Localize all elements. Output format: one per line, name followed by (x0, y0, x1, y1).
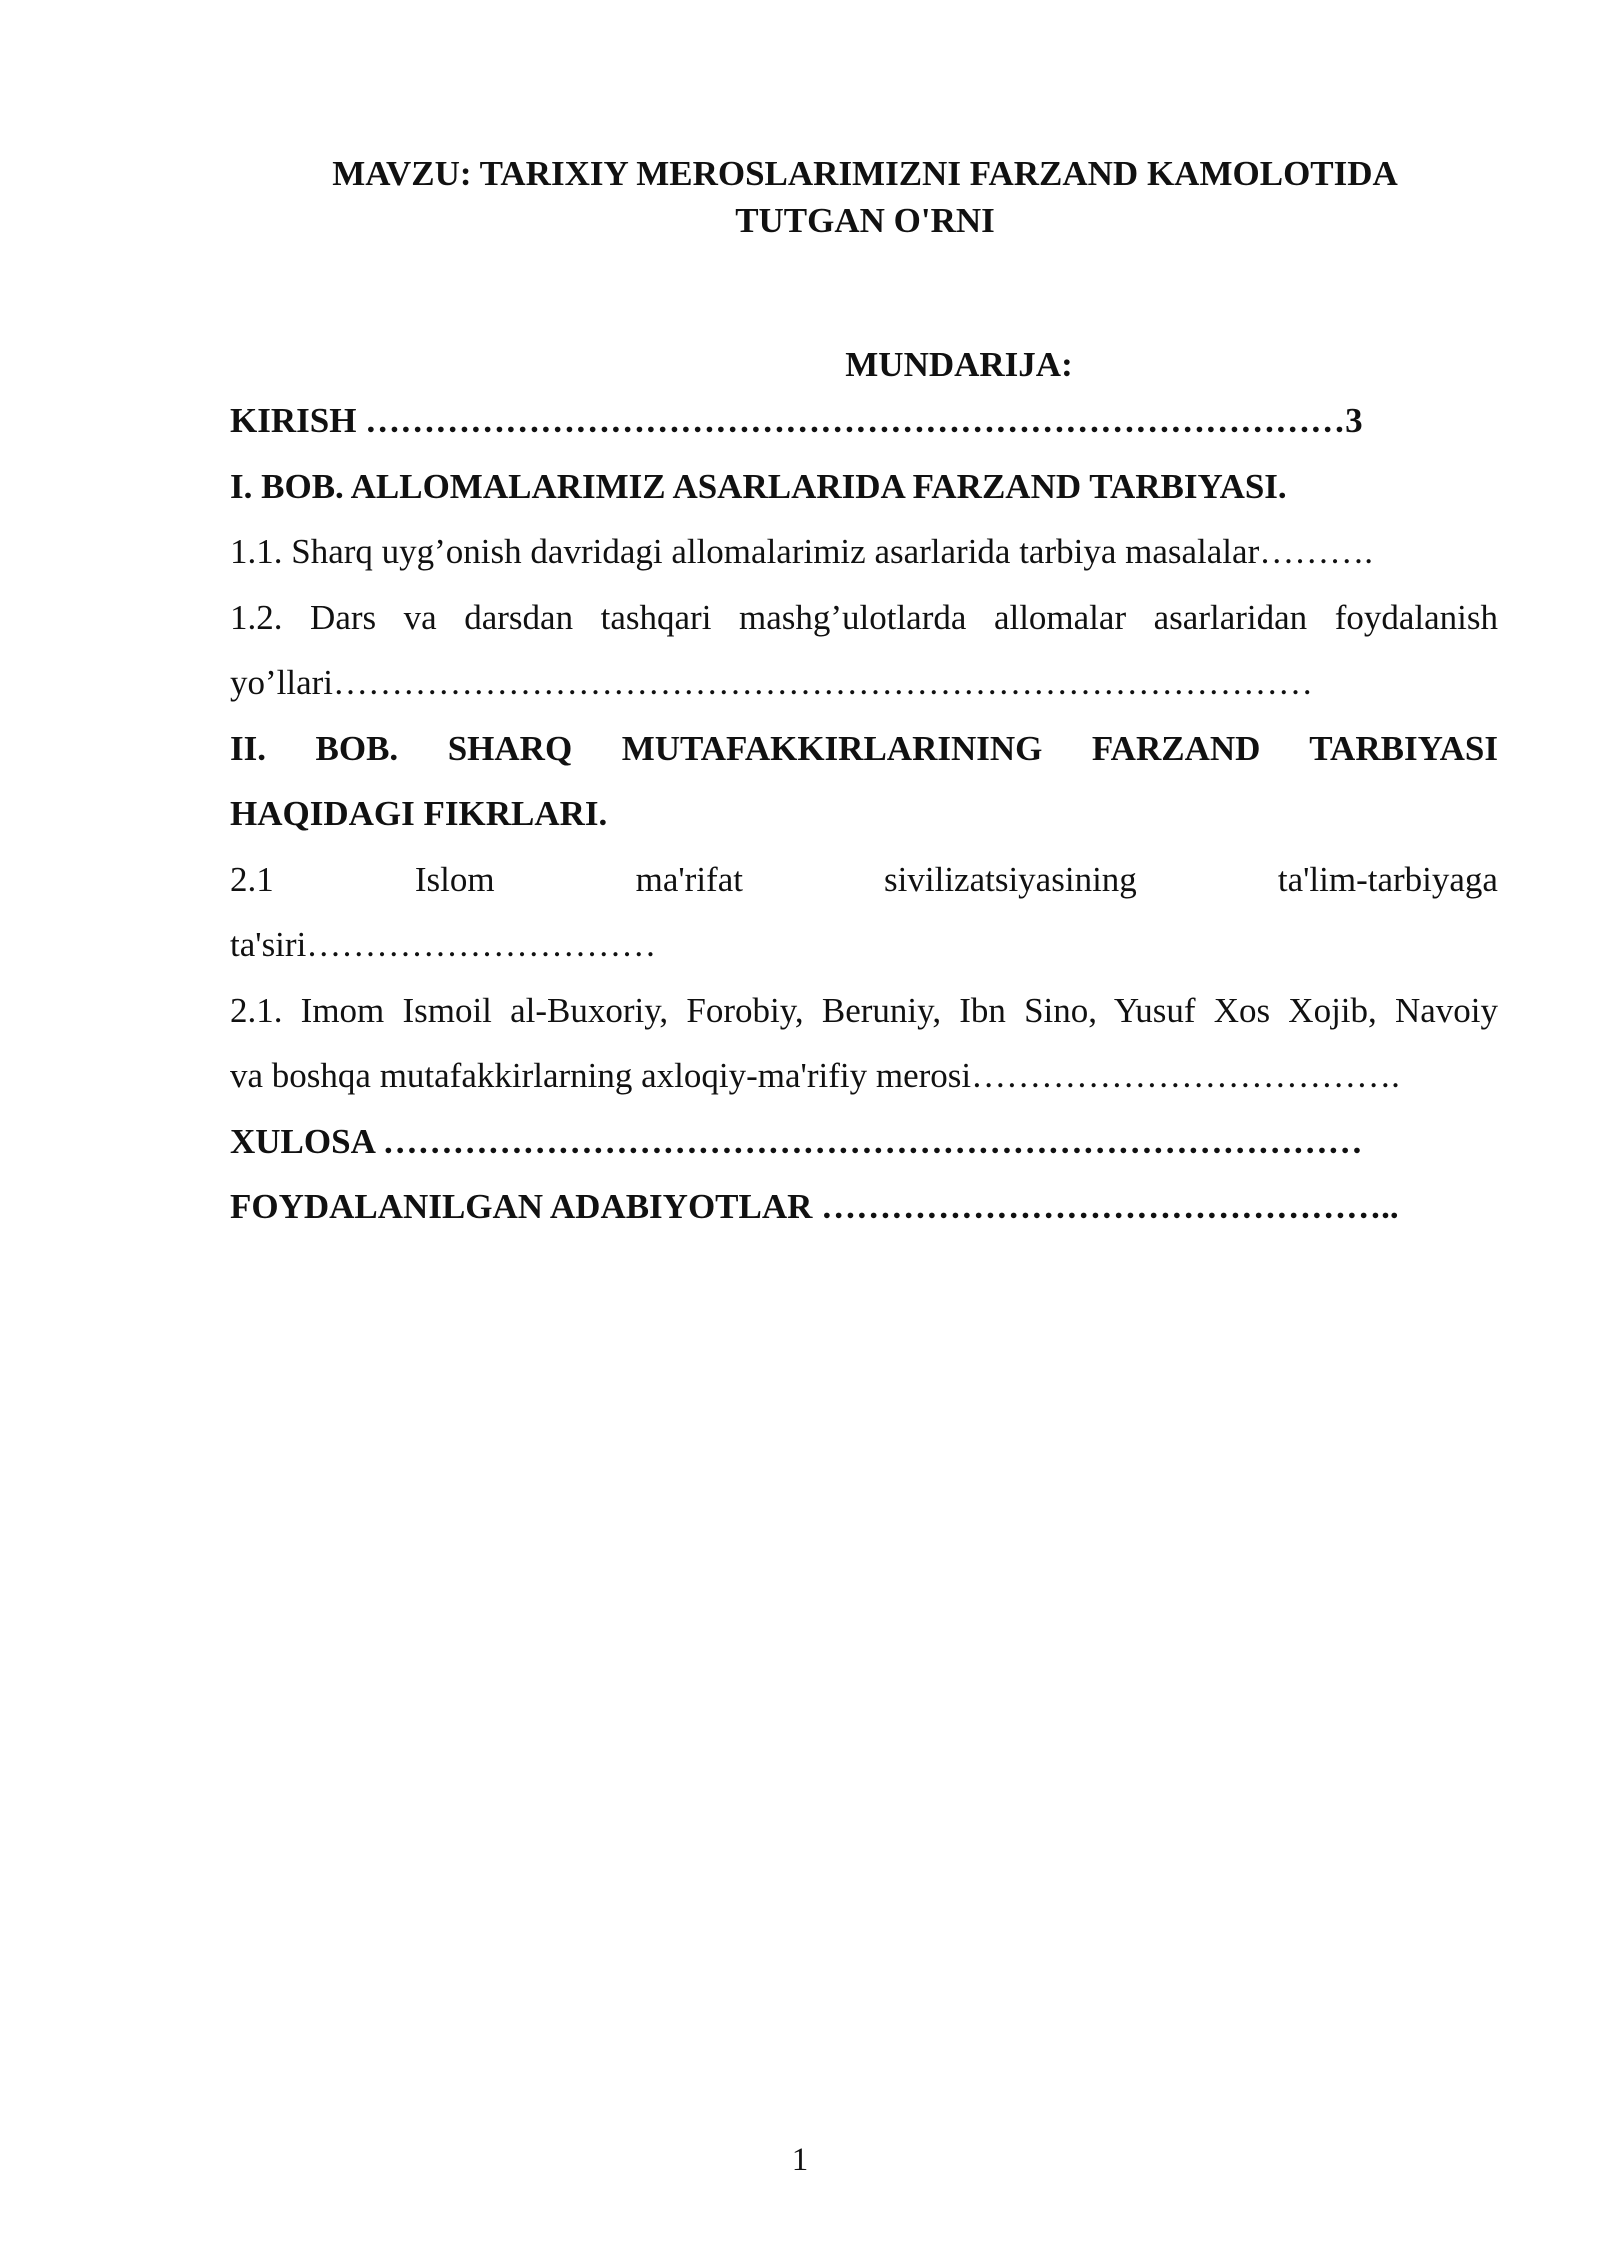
toc-item-adabiyotlar: FOYDALANILGAN ADABIYOTLAR ………………………………………….. (230, 1187, 1399, 1226)
title-line-1: MAVZU: TARIXIY MEROSLARIMIZNI FARZAND KAMOLOTIDA (332, 154, 1398, 193)
table-of-contents (230, 340, 1498, 1240)
toc-item-1-2-line-2: yo’llari………………………………………………………………………… (230, 663, 1314, 702)
toc-item-2-1b-line-1: 2.1. Imom Ismoil al-Buxoriy, Forobiy, Beruniy, Ibn Sino, Yusuf Xos Xojib, Navoiy (230, 990, 1498, 1030)
toc-chapter-2-line-1: II. BOB. SHARQ MUTAFAKKIRLARINING FARZAND TARBIYASI (230, 728, 1498, 768)
toc-item-1-2-line-1: 1.2. Dars va darsdan tashqari mashg’ulotlarda allomalar asarlaridan foydalanish (230, 597, 1498, 637)
toc-item-kirish: KIRISH …………………………………………………………………………3 (230, 401, 1363, 440)
toc-item-1-1: 1.1. Sharq uyg’onish davridagi allomalarimiz asarlarida tarbiya masalalar………. (230, 532, 1373, 571)
toc-chapter-1: I. BOB. ALLOMALARIMIZ ASARLARIDA FARZAND TARBIYASI. (230, 466, 1287, 506)
toc-word: 2.1 (230, 859, 274, 899)
toc-word: ta'lim-tarbiyaga (1277, 859, 1498, 899)
toc-word: ma'rifat (635, 859, 743, 899)
toc-chapter-2-line-2: HAQIDAGI FIKRLARI. (230, 794, 608, 833)
toc-item-2-1a-line-2: ta'siri………………………… (230, 925, 657, 964)
toc-heading: MUNDARIJA: (845, 345, 1073, 384)
page-number: 1 (791, 2142, 809, 2178)
toc-word: Islom (414, 859, 495, 899)
document-title (230, 150, 1500, 244)
toc-word: sivilizatsiyasining (884, 859, 1137, 899)
title-line-2: TUTGAN O'RNI (735, 201, 995, 240)
toc-item-xulosa: XULOSA ………………………………………………………………………… (230, 1121, 1363, 1161)
toc-item-2-1b-line-2: va boshqa mutafakkirlarning axloqiy-ma'rifiy merosi………………………………. (230, 1056, 1400, 1095)
toc-item-2-1a-line-1 (230, 847, 1498, 913)
